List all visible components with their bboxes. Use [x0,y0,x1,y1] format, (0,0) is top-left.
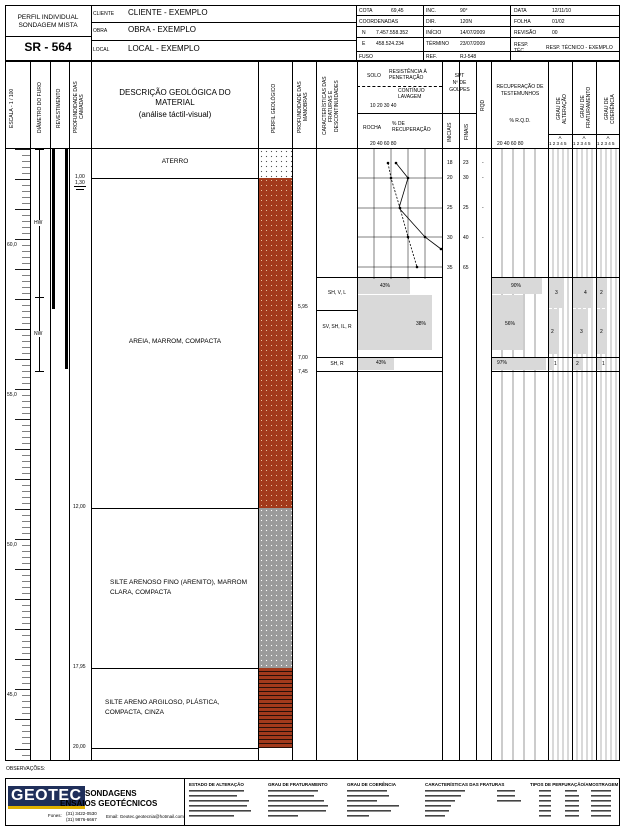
col-head-rqd: RQD [480,99,486,111]
spt-ini-5: 35 [447,265,453,271]
recup-title: RECUPERAÇÃO DE TESTEMUNHOS [496,84,544,97]
water-level-symbol-2 [76,189,84,190]
grau-scale-2: 1 2 3 4 5 [573,141,591,146]
e-value: 458.524.234 [376,41,404,47]
n-value: 7.457.558.352 [376,30,408,36]
boundary-2 [91,508,258,509]
rocha-label: ROCHA [363,125,382,131]
col-head-coer: GRAU DE COERÊNCIA [604,94,616,124]
spt-rqd-2: - [482,175,484,181]
grau-alt-3: 1 [554,361,557,367]
header-divider-2 [356,5,357,61]
spt-ini-3: 25 [447,205,453,211]
casing-nw: NW [34,331,43,337]
recovery-value-2: 38% [416,321,427,327]
spt-fin-2: 30 [463,175,469,181]
company-line-1: SONDAGENS [85,789,137,798]
legend-title-1: ESTADO DE ALTERAÇÃO [189,782,244,787]
profile-areia [259,178,292,508]
inicio-label: INÍCIO [426,30,442,36]
col-line-perfil [292,61,293,761]
col-head-desc-sub: (análise táctil-visual) [138,110,212,119]
obra-value: OBRA - EXEMPLO [128,25,197,34]
recovery-value-3: 43% [376,360,387,366]
spt-point-8 [416,266,419,269]
col-head-caract: CARACTERÍSTICAS DAS FRATURAS E DESCONTINUIDADES [322,76,340,136]
depth-5: 7,45 [298,369,308,375]
legend-title-2: GRAU DE FRATURAMENTO [268,782,328,787]
geotec-logo: GEOTEC [8,786,85,809]
ref-label: REF. [426,54,437,60]
spt-point-2 [395,162,398,165]
cliente-label: CLIENTE [93,11,115,17]
inicio-value: 14/07/2009 [460,30,486,36]
spt-fin-1: 23 [463,160,469,166]
spt-initial-line [388,163,417,267]
col-head-desc-title: DESCRIÇÃO GEOLÓGICA DO MATERIAL [119,88,231,107]
col-head-fin: FINAIS [464,123,470,141]
spt-rqd-1: - [482,160,484,166]
header-right-grid-4 [356,51,620,52]
casing-bar-nw [65,149,68,369]
col-line-fin [476,61,477,761]
legend-title-3: GRAU DE COERÊNCIA [347,782,397,787]
cota-value: 69,45 [391,8,404,14]
hole-diameter-line [39,149,40,371]
layer-desc-4: SILTE ARENO ARGILOSO, PLÁSTICA, COMPACTA, CINZA [105,699,220,716]
casing-hw: HW [34,220,43,226]
profile-silte-argiloso [259,668,292,748]
col-line-prof [91,61,92,761]
grau-frat-2: 3 [580,329,583,335]
solo-label: SOLO [367,73,381,79]
col-line-escala [30,61,31,761]
spt-point-7 [407,236,410,239]
fracture-3: SH, R [330,361,344,367]
spt-graph [357,149,442,279]
spt-rqd-3: - [482,205,484,211]
dir-value: 120N [460,19,472,25]
header-divider-6 [91,22,356,23]
grau-alt-2: 2 [551,329,554,335]
grau-coer-2: 2 [600,329,603,335]
inc-label: INC. [426,8,436,14]
grau-frat-3: 2 [576,361,579,367]
revisao-label: REVISÃO [514,30,537,36]
grau-coer-1: 2 [600,290,603,296]
recup-scale: 20 40 60 80 [497,141,524,147]
spt-rqd-4: - [482,235,484,241]
col-head-alt: GRAU DE ALTERAÇÃO [556,94,568,124]
n-label: N [362,30,366,36]
col-head-frat: GRAU DE FRATURAMENTO [580,86,592,128]
inc-value: 90° [460,8,468,14]
col-line-graph [442,61,443,761]
casing-bar-hw [52,149,55,309]
depth-4: 7,00 [298,355,308,361]
header-divider-5 [5,36,91,37]
profile-aterro [259,149,292,178]
depth-1: 1,00 [75,174,85,180]
spt-ini-1: 18 [447,160,453,166]
recuperacao-label: % DE RECUPERAÇÃO [392,121,431,133]
graph-header-sep [357,86,442,87]
termino-value: 23/07/2009 [460,41,486,47]
frac-box-2 [316,310,357,311]
spt-head-sep [443,113,476,114]
header-right-grid [356,15,620,16]
local-value: LOCAL - EXEMPLO [128,44,200,53]
col-head-manobras: PROFUNDIDADE DAS MANOBRAS [297,81,309,133]
grau-scale-1: 1 2 3 4 5 [549,141,567,146]
recup-grid [491,149,548,761]
grau-coer-3: 1 [602,361,605,367]
header-divider-4 [510,5,511,61]
grau-frat-bar-1 [573,278,593,308]
spt-sub2: GOLPES [449,87,470,93]
layer-desc-2: AREIA, MARROM, COMPACTA [128,338,222,345]
lavagem-label: LAVAGEM [398,94,422,100]
col-head-escala: ESCALA - 1 / 100 [9,88,15,128]
ref-value: RJ-548 [460,54,477,60]
depth-7: 17,95 [73,664,86,670]
header-title-2: SONDAGEM MISTA [18,22,78,29]
continuo-label: CONTÍNUO [398,88,425,94]
fracture-1: SH, V, L [327,290,347,296]
fracture-2: SV, SH, IL, R [322,324,352,330]
resp-label: RESP. TÉC. [514,42,529,54]
grau-head-a3: A [606,135,610,140]
depth-3: 5,95 [298,304,308,310]
col-head-revest: REVESTIMENTO [56,88,62,128]
sr-code: SR - 564 [24,40,72,54]
fone-1: (31) 3422-0530 [66,811,97,816]
depth-scale [5,149,30,761]
recup-sub: % R.Q.D. [509,118,531,124]
dir-label: DIR. [426,19,436,25]
spt-fin-5: 65 [463,265,469,271]
grau-head-a1: A [558,135,562,140]
legend-fine-print [189,788,617,822]
boundary-1 [91,178,258,179]
hole-diameter-tick-2 [35,297,44,298]
recovery-value-1: 43% [380,283,391,289]
obra-label: OBRA [93,28,108,34]
folha-label: FOLHA [514,19,531,25]
col-head-perfil: PERFIL GEOLÓGICO [271,83,277,133]
hole-diameter-tick-1 [35,149,44,150]
elevation-label-1: 60,0 [7,242,17,248]
header-title-1: PERFIL INDIVIDUAL [17,14,79,21]
boundary-3 [91,668,258,669]
col-head-ini: INICIAIS [447,122,453,142]
folha-value: 01/02 [552,19,565,25]
boundary-4 [91,748,258,749]
spt-fin-4: 40 [463,235,469,241]
data-value: 12/11/10 [552,8,572,14]
spt-point-1 [387,162,390,165]
spt-fin-3: 25 [463,205,469,211]
cliente-value: CLIENTE - EXEMPLO [128,8,208,17]
grau-alt-1: 3 [555,290,558,296]
header-right-grid-3 [356,37,620,38]
spt-final-line [396,163,441,249]
observacoes-label: OBSERVAÇÕES: [6,766,46,772]
grau-grid [548,149,620,761]
spt-point-3 [407,177,410,180]
grau-scale-3: 1 2 3 4 5 [597,141,615,146]
grau-head-a2: A [582,135,586,140]
layer-desc-3: SILTE ARENOSO FINO (ARENITO), MARROM CLARA, COMPACTA [110,579,247,596]
company-line-2: ENSAIOS GEOTÉCNICOS [60,799,158,808]
spt-title: SPT [454,73,465,79]
graph-header-sep-2 [357,113,442,114]
solo-scale: 10 20 30 40 [370,103,397,109]
data-label: DATA [514,8,527,14]
header-divider-7 [91,40,356,41]
header-divider-3 [423,5,424,61]
legend-title-4: CARACTERÍSTICAS DAS FRATURAS [425,782,505,787]
local-label: LOCAL [93,47,110,53]
depth-8: 20,00 [73,744,86,750]
header-divider-1 [91,5,92,61]
grau-frat-1: 4 [584,290,587,296]
depth-6: 12,00 [73,504,86,510]
spt-ini-4: 30 [447,235,453,241]
profile-silte-arenoso [259,508,292,668]
col-line-revest [69,61,70,761]
spt-ini-2: 20 [447,175,453,181]
elevation-label-3: 50,0 [7,542,17,548]
testemunho-value-1: 90% [511,283,522,289]
water-level-symbol [74,186,86,187]
email: Email: Geotec.geotecnia@hotmail.com [106,814,184,819]
e-label: E [362,41,366,47]
cota-label: COTA [359,8,373,14]
coord-label: COORDENADAS [359,19,399,25]
col-head-diametro: DIÂMETRO DO FURO [37,82,43,134]
frac-box-4 [316,371,442,372]
legend-title-5: TIPOS DE PERFURAÇÃO/AMOSTRAGEM [530,782,619,787]
revisao-value: 00 [552,30,558,36]
elevation-label-2: 55,0 [7,392,17,398]
fones-label: Fones: [48,813,62,818]
rocha-scale: 20 40 60 80 [370,141,397,147]
hole-diameter-tick-3 [35,371,44,372]
col-line-diametro [50,61,51,761]
testemunho-value-2: 56% [505,321,516,327]
elevation-label-4: 45,0 [7,692,17,698]
col-line-ini [459,61,460,761]
footer-divider [184,778,185,826]
spt-sub1: Nº DE [452,80,467,86]
spt-point-4 [390,177,393,180]
col-head-prof: PROFUNDIDADE DAS CAMADAS [73,81,85,133]
resist-label: RESISTÊNCIA À PENETRAÇÃO [389,69,427,81]
col-line-manobras [316,61,317,761]
testemunho-value-3: 97% [497,360,508,366]
layer-desc-1: ATERRO [161,158,189,165]
spt-point-5 [399,207,402,210]
header-right-grid-2 [356,26,620,27]
spt-point-6 [424,236,427,239]
resp-value: RESP. TÉCNICO - EXEMPLO [546,45,613,51]
depth-2: 1,30 [75,180,85,186]
fone-2: (31) 9876-6667 [66,817,97,822]
fuso-label: FUSO [359,54,373,60]
termino-label: TÉRMINO [426,41,450,47]
